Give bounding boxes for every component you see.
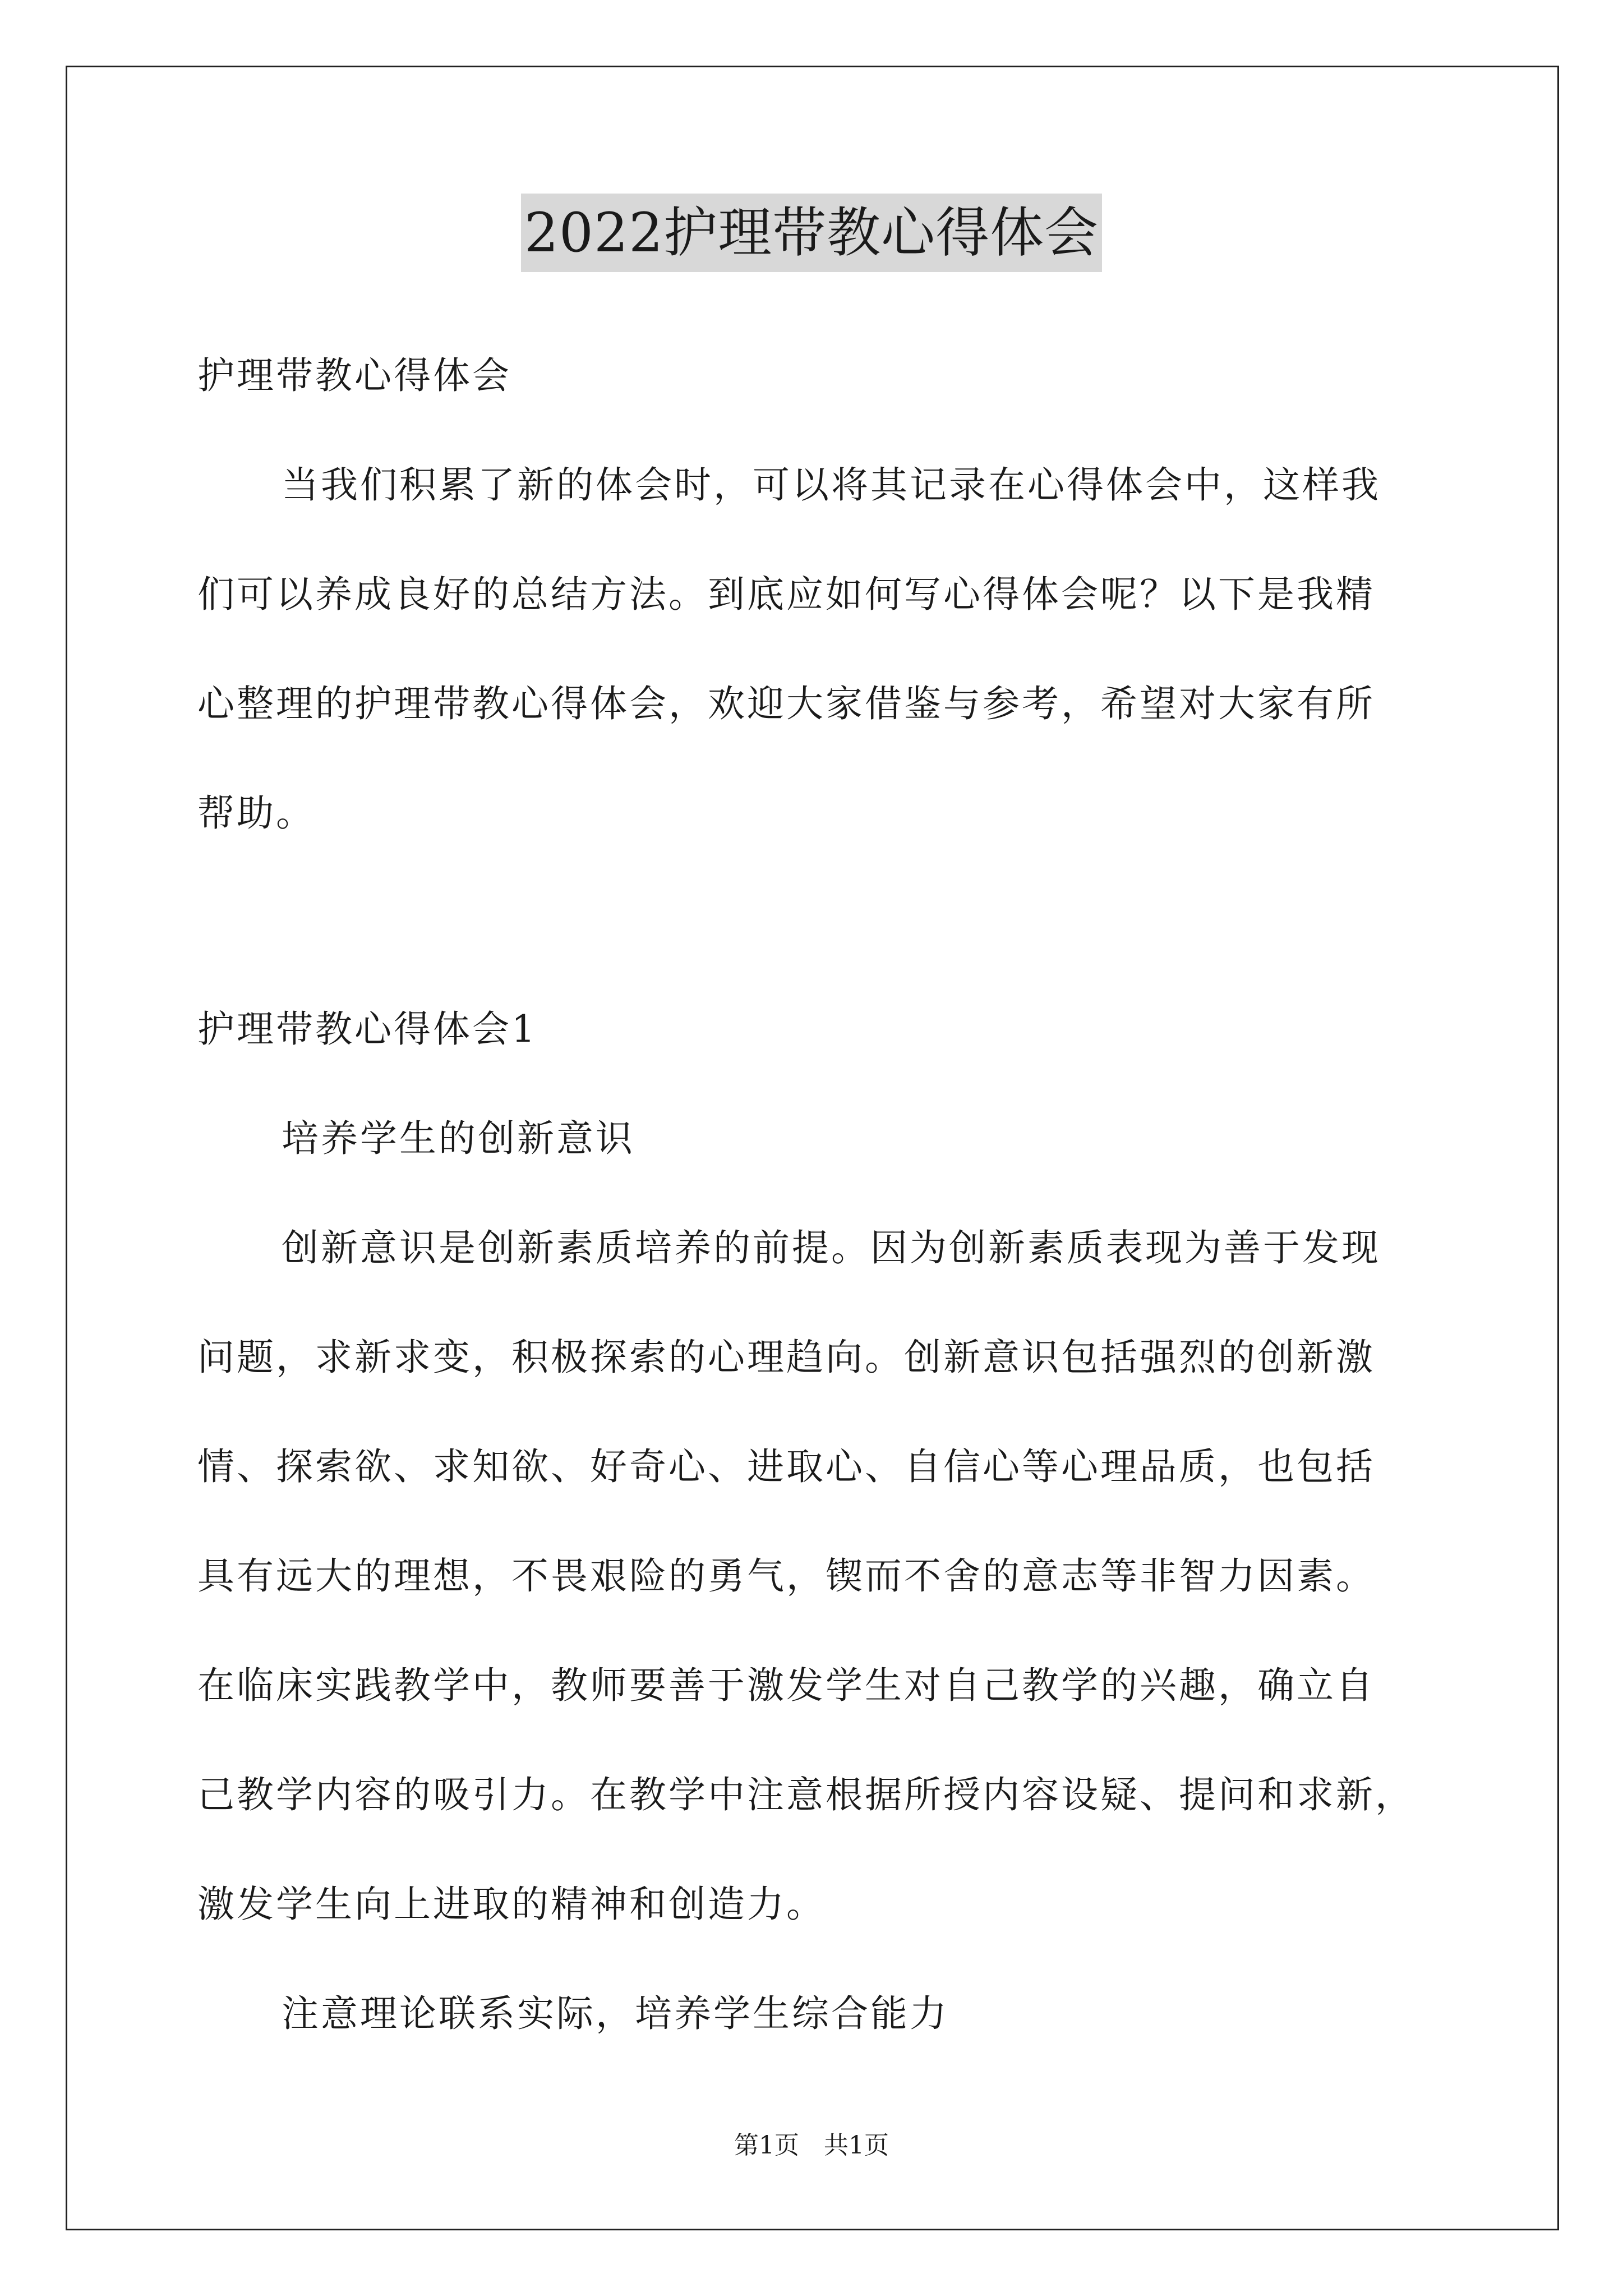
document-title: 2022护理带教心得体会 xyxy=(521,194,1102,272)
page-footer: 第1页 共1页 xyxy=(734,2131,889,2160)
body-line-1: 创新意识是创新素质培养的前提。因为创新素质表现为善于发现 xyxy=(282,1226,1381,1269)
intro-line-1: 当我们积累了新的体会时，可以将其记录在心得体会中，这样我 xyxy=(282,463,1381,507)
body-line-6: 己教学内容的吸引力。在教学中注意根据所授内容设疑、提问和求新， xyxy=(197,1773,1414,1816)
intro-line-4: 帮助。 xyxy=(197,792,315,835)
body-line-4: 具有远大的理想，不畏艰险的勇气，锲而不舍的意志等非智力因素。 xyxy=(197,1554,1375,1598)
body-line-5: 在临床实践教学中，教师要善于激发学生对自己教学的兴趣，确立自 xyxy=(197,1664,1375,1707)
subtitle-line: 护理带教心得体会 xyxy=(197,354,511,397)
intro-line-2: 们可以养成良好的总结方法。到底应如何写心得体会呢？以下是我精 xyxy=(197,573,1375,616)
body-line-2: 问题，求新求变，积极探索的心理趋向。创新意识包括强烈的创新激 xyxy=(197,1336,1375,1379)
section-heading: 护理带教心得体会1 xyxy=(197,1007,537,1051)
body-line-3: 情、探索欲、求知欲、好奇心、进取心、自信心等心理品质，也包括 xyxy=(197,1445,1375,1488)
title-container xyxy=(0,194,1623,272)
subheading-1: 培养学生的创新意识 xyxy=(282,1117,635,1160)
body-line-7: 激发学生向上进取的精神和创造力。 xyxy=(197,1883,826,1926)
intro-line-3: 心整理的护理带教心得体会，欢迎大家借鉴与参考，希望对大家有所 xyxy=(197,682,1375,725)
subheading-2: 注意理论联系实际，培养学生综合能力 xyxy=(282,1992,949,2035)
